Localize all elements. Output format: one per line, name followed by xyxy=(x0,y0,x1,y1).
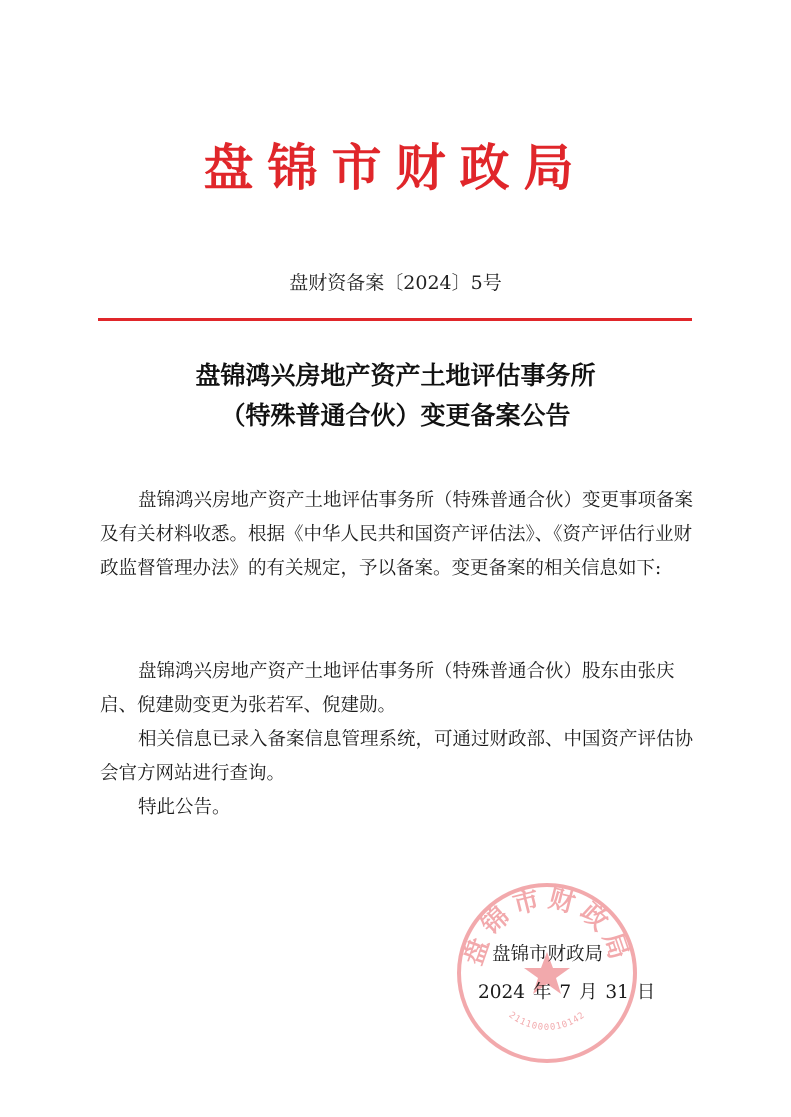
agency-header: 盘锦市财政局 xyxy=(203,139,588,197)
red-divider-line xyxy=(98,318,692,321)
document-number: 盘财资备案〔2024〕5号 xyxy=(289,272,502,294)
signature-organization: 盘锦市财政局 xyxy=(492,944,604,965)
title-line-2: （特殊普通合伙）变更备案公告 xyxy=(220,401,571,430)
body-paragraph: 盘锦鸿兴房地产资产土地评估事务所（特殊普通合伙）变更事项备案及有关材料收悉。根据《中华人民共和国资产评估法》、《资产评估行业财政监督管理办法》的有关规定，予以备案。变更备案的相关信息如下: xyxy=(100,490,694,579)
svg-text:盘锦市财政局: 盘锦市财政局 xyxy=(458,883,636,969)
body-paragraph: 特此公告。 xyxy=(138,797,231,818)
title-line-1: 盘锦鸿兴房地产资产土地评估事务所 xyxy=(195,361,596,390)
svg-text:2111000010142: 2111000010142 xyxy=(506,1010,588,1033)
body-paragraph: 盘锦鸿兴房地产资产土地评估事务所（特殊普通合伙）股东由张庆启、倪建勋变更为张若军、倪建勋。 xyxy=(100,661,675,716)
body-paragraph: 相关信息已录入备案信息管理系统，可通过财政部、中国资产评估协会官方网站进行查询。 xyxy=(100,729,694,784)
official-seal-icon xyxy=(454,880,640,1066)
signature-date: 2024 年 7 月 31 日 xyxy=(478,982,656,1003)
